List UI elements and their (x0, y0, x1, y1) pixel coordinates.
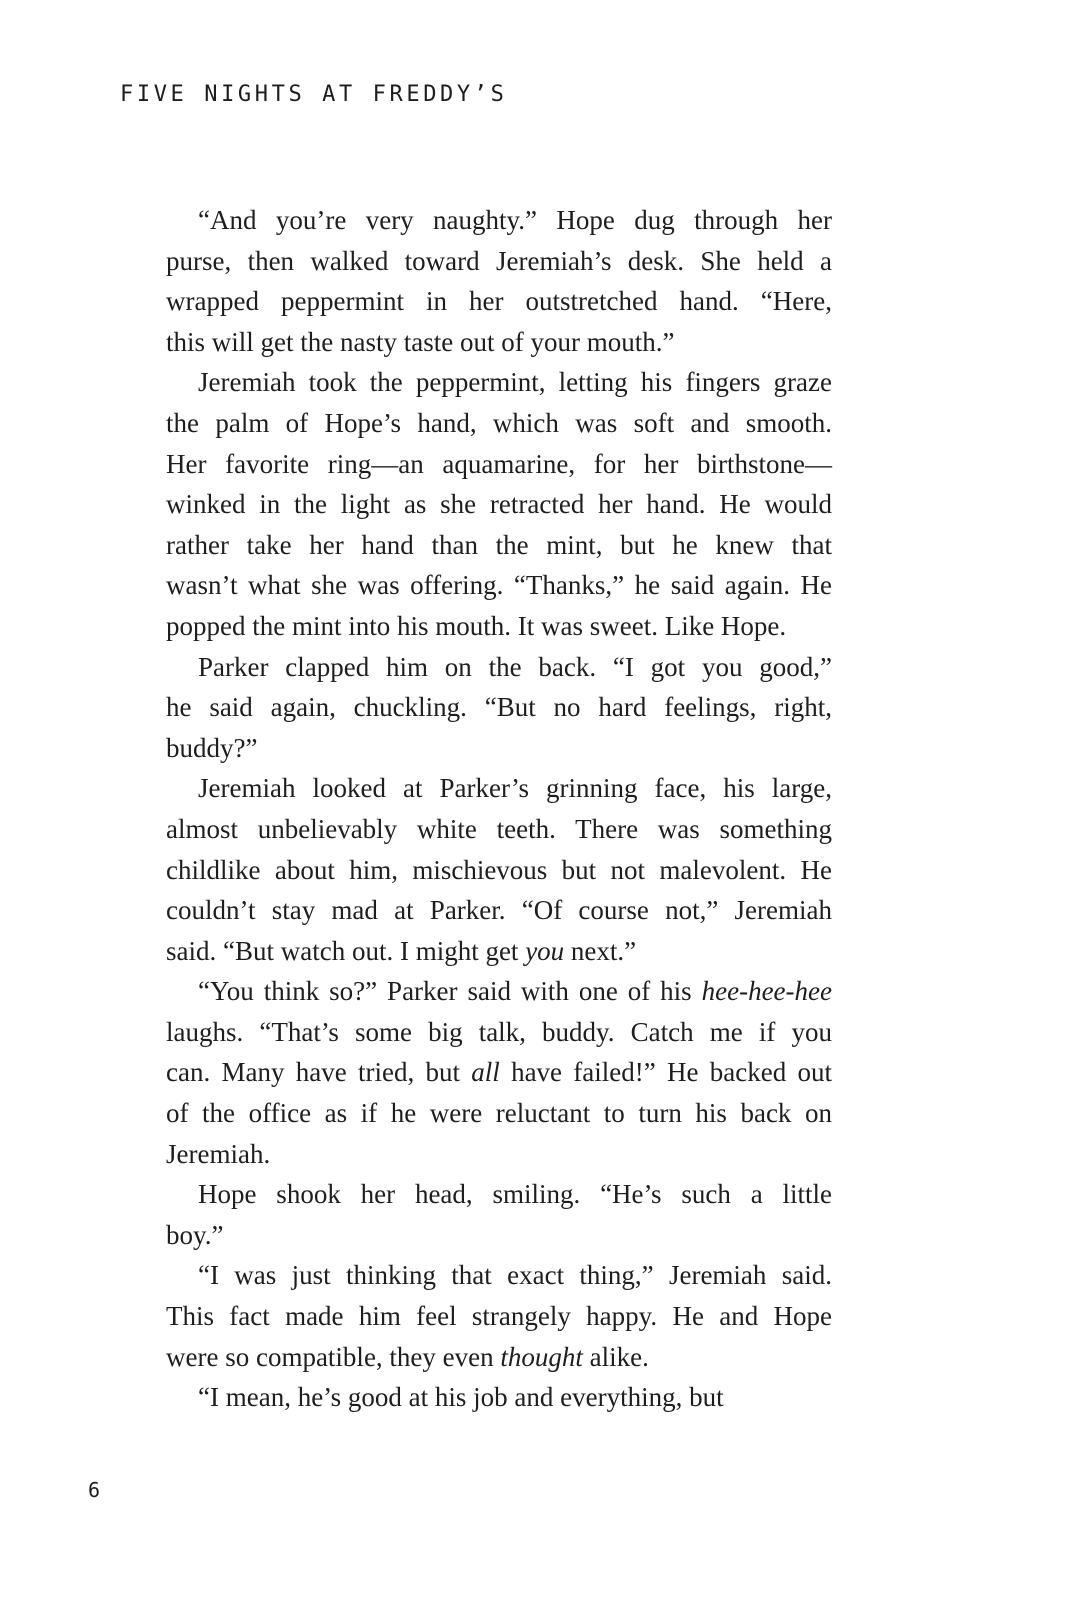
text-line: can. Many have tried, but all have failed!” He backed out (166, 1057, 833, 1088)
paragraph (166, 200, 832, 362)
page-number: 6 (88, 1478, 101, 1502)
text-line: rather take her hand than the mint, but he knew that (166, 529, 832, 560)
text-line: “I was just thinking that exact thing,” Jeremiah said. (198, 1260, 832, 1291)
text-line: “You think so?” Parker said with one of his hee-hee-hee (198, 976, 832, 1007)
text-line: “I mean, he’s good at his job and everything, but (198, 1382, 724, 1413)
paragraph (166, 362, 832, 646)
text-line: popped the mint into his mouth. It was sweet. Like Hope. (166, 610, 787, 641)
text-line: said. “But watch out. I might get you next.” (166, 935, 637, 966)
text-line: Jeremiah took the peppermint, letting his fingers graze (198, 367, 832, 398)
text-line: This fact made him feel strangely happy. He and Hope (166, 1301, 832, 1332)
text-line: almost unbelievably white teeth. There was something (166, 813, 832, 844)
paragraph (166, 1377, 832, 1418)
text-line: he said again, chuckling. “But no hard feelings, right, (166, 692, 832, 723)
text-line: Parker clapped him on the back. “I got you good,” (198, 651, 832, 682)
text-line: were so compatible, they even thought alike. (166, 1341, 649, 1372)
paragraph (166, 1255, 832, 1377)
body-text (166, 200, 832, 1418)
running-head: FIVE NIGHTS AT FREDDY’S (120, 82, 508, 107)
text-line: laughs. “That’s some big talk, buddy. Catch me if you (166, 1016, 832, 1047)
paragraph (166, 768, 832, 971)
text-line: winked in the light as she retracted her hand. He would (166, 489, 832, 520)
text-line: of the office as if he were reluctant to turn his back on (166, 1098, 832, 1129)
paragraph (166, 971, 832, 1174)
text-line: couldn’t stay mad at Parker. “Of course not,” Jeremiah (166, 895, 832, 926)
text-line: Jeremiah. (166, 1138, 271, 1169)
text-line: childlike about him, mischievous but not malevolent. He (166, 854, 832, 885)
text-line: buddy?” (166, 732, 258, 763)
text-line: this will get the nasty taste out of your mouth.” (166, 326, 675, 357)
text-line: Her favorite ring—an aquamarine, for her birthstone— (166, 448, 832, 479)
text-line: Hope shook her head, smiling. “He’s such a little (198, 1179, 832, 1210)
text-line: “And you’re very naughty.” Hope dug through her (198, 205, 832, 235)
text-line: purse, then walked toward Jeremiah’s desk. She held a (166, 245, 832, 276)
text-line: wasn’t what she was offering. “Thanks,” he said again. He (166, 570, 832, 601)
paragraph (166, 647, 832, 769)
text-line: boy.” (166, 1219, 224, 1250)
text-line: wrapped peppermint in her outstretched hand. “Here, (166, 286, 832, 317)
text-line: Jeremiah looked at Parker’s grinning face, his large, (198, 773, 832, 804)
paragraph (166, 1174, 832, 1255)
text-line: the palm of Hope’s hand, which was soft and smooth. (166, 407, 832, 438)
